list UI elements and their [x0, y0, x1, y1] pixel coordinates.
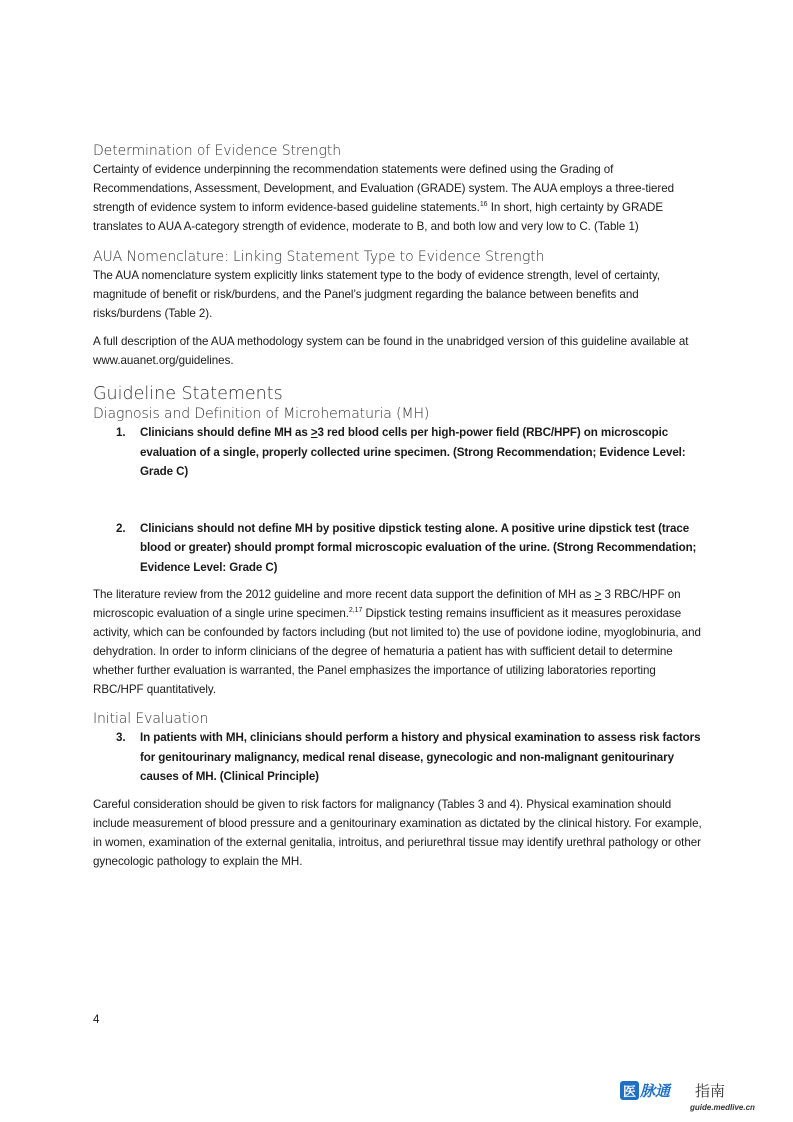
nomenclature-paragraph-1: The AUA nomenclature system explicitly links statement type to the body of evidence strength, level of certainty, magnitude of benefit or risk/burdens, and the Panel’s judgment regarding the balance between benefits and risks/burdens (Table 2). [93, 269, 661, 320]
logo-url-text: guide.medlive.cn [690, 1103, 755, 1112]
statement-number: 3. [116, 731, 126, 744]
statement-number: 2. [116, 521, 126, 535]
statement-2: 2. Clinicians should not define MH by positive dipstick testing alone. A positive urine dipstick test (trace blood or greater) should prompt formal microscopic evaluation of the urine. (Strong Recommendation; Evidence Level: Grade C) [93, 519, 703, 578]
page-content [93, 142, 703, 871]
statement-1: 1. Clinicians should define MH as >3 red blood cells per high-power field (RBC/HPF) on microscopic evaluation of a single, properly collected urine specimen. (Strong Recommendation; Evidence Level: Grade C) [93, 423, 703, 482]
reference-2-17: 2,17 [348, 607, 363, 614]
logo-brand-text: 脉通 [640, 1082, 671, 1100]
watermark-logo [620, 1077, 755, 1117]
logo-brand-glyph: 医 [622, 1085, 637, 1100]
evidence-strength-paragraph: Certainty of evidence underpinning the recommendation statements were defined using the Grading of Recommendations, Assessment, Development, and Evaluation (GRADE) system. The AUA employs a three-tiered strength of evidence system to inform evidence-based guideline statements.$^{16}$ In short, high certainty by GRADE translates to AUA A-category strength of evidence, moderate to B, and both low and very low to C. (Table 1) [93, 163, 675, 233]
heading-initial-evaluation: Initial Evaluation [93, 711, 209, 727]
medlive-logo-icon [620, 1077, 755, 1117]
page-number: 4 [93, 1013, 100, 1026]
heading-guideline-statements: Guideline Statements [93, 384, 283, 404]
heading-evidence-strength: Determination of Evidence Strength [93, 143, 342, 159]
heading-diagnosis: Diagnosis and Definition of Microhematuria (MH) [93, 406, 430, 422]
nomenclature-paragraph-2: A full description of the AUA methodology system can be found in the unabridged version of this guideline available at www.auanet.org/guidelines. [93, 335, 689, 367]
diagnosis-paragraph: The literature review from the 2012 guideline and more recent data support the definition of MH as > 3 RBC/HPF on microscopic evaluation of a single urine specimen.$^{2,17}$ Dipstick testing remains insufficient as it measures peroxidase activity, which can be confounded by factors including (but not limited to) the use of povidone iodine, myoglobinuria, and dehydration. In order to inform clinicians of the degree of hematuria a patient has with sufficient detail to determine whether further evaluation is warranted, the Panel emphasizes the importance of utilizing laboratories reporting RBC/HPF quantitatively. [93, 588, 701, 696]
statement-3: 3. In patients with MH, clinicians should perform a history and physical examination to assess risk factors for genitourinary malignancy, medical renal disease, gynecologic and non-malignant genitourinary causes of MH. (Clinical Principle) [93, 728, 703, 787]
logo-suffix-text: 指南 [695, 1082, 726, 1100]
heading-nomenclature: AUA Nomenclature: Linking Statement Type to Evidence Strength [93, 249, 545, 265]
reference-16: 16 [479, 201, 488, 208]
initial-evaluation-paragraph: Careful consideration should be given to risk factors for malignancy (Tables 3 and 4). Physical examination should include measurement of blood pressure and a genitourinary examination as dictated by the clinical history. For example, in women, examination of the external genitalia, introitus, and periurethral tissue may identify urethral pathology or other gynecologic pathology to explain the MH. [93, 797, 702, 868]
statement-number: 1. [116, 426, 126, 439]
